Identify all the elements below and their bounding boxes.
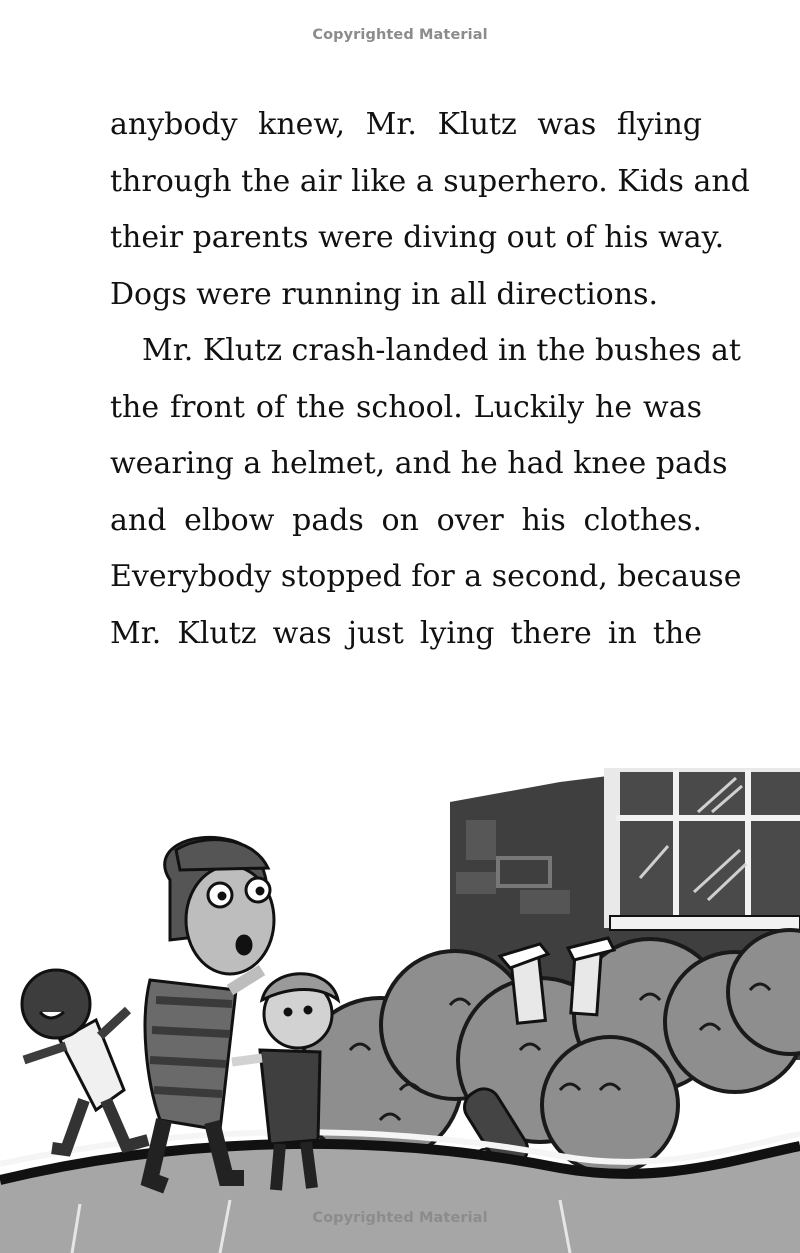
running-boy xyxy=(22,970,148,1150)
text-line: their parents were diving out of his way. xyxy=(110,220,725,255)
text-line: through the air like a superhero. Kids and xyxy=(110,163,750,199)
text-line: Mr. Klutz crash-landed in the bushes at xyxy=(142,333,741,368)
text-line: the front of the school. Luckily he was xyxy=(110,389,702,425)
book-page-text xyxy=(110,97,750,662)
illustration-school-crash xyxy=(0,760,800,1253)
window xyxy=(604,768,800,930)
copyright-watermark-top: Copyrighted Material xyxy=(312,27,488,43)
text-line: Dogs were running in all directions. xyxy=(110,276,658,312)
text-line: Mr. Klutz was just lying there in the xyxy=(110,615,702,651)
text-line: and elbow pads on over his clothes. xyxy=(110,502,702,538)
text-line: Everybody stopped for a second, because xyxy=(110,559,742,594)
copyright-watermark-bottom: Copyrighted Material xyxy=(312,1210,488,1226)
text-line: anybody knew, Mr. Klutz was flying xyxy=(110,107,702,142)
text-line: wearing a helmet, and he had knee pads xyxy=(110,446,728,481)
ground xyxy=(0,1132,800,1253)
